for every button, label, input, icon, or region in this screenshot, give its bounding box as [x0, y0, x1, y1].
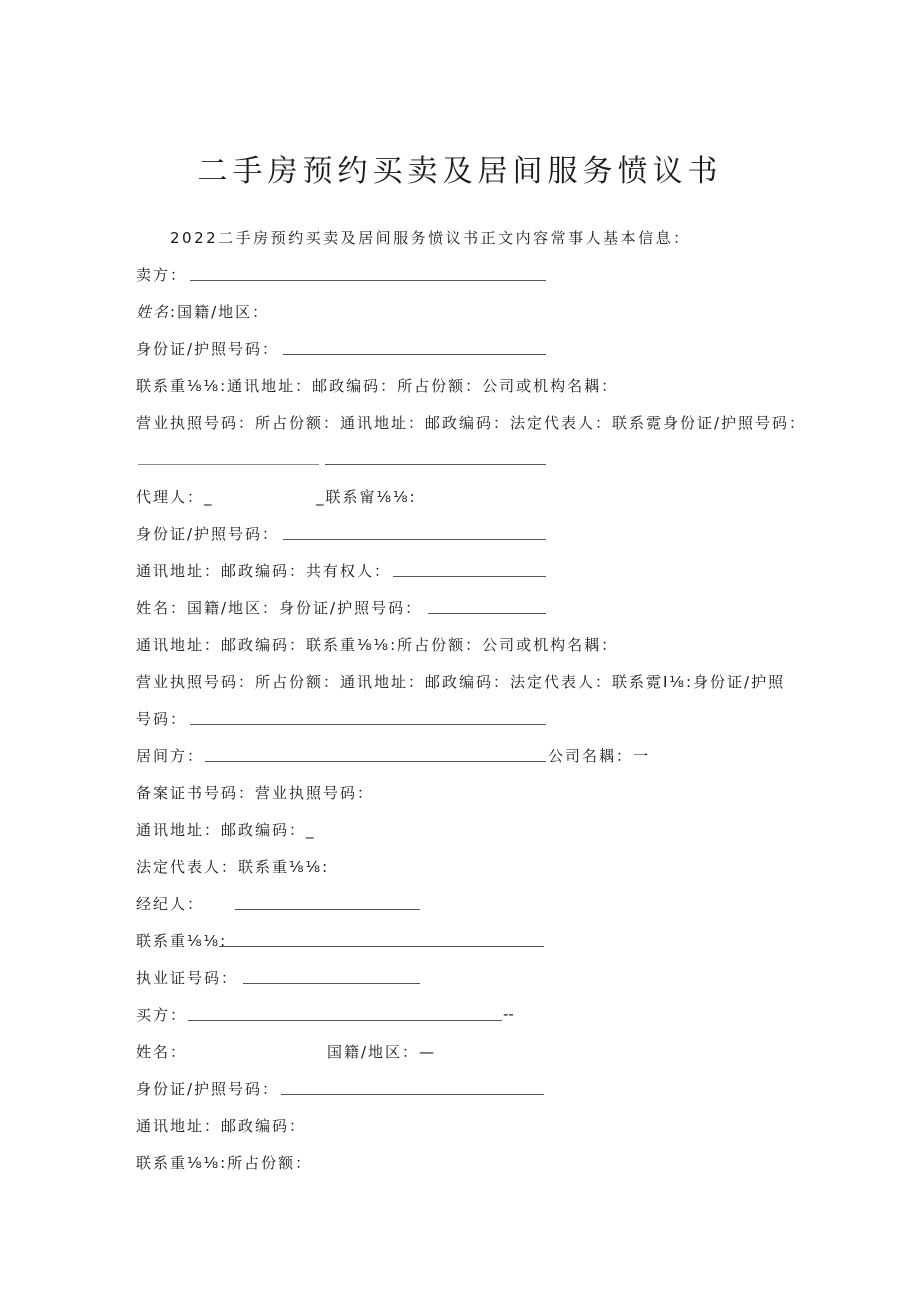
- buyer-label: 买方：: [136, 1006, 188, 1024]
- co-owner-id-number-label: 号码：: [136, 710, 188, 728]
- seller-id-label: 身份证/护照号码：: [136, 340, 280, 358]
- agent-label: 代理人：_: [136, 488, 214, 506]
- intermediary-address-line: 通讯地址：邮政编码：_: [136, 821, 316, 839]
- seller-company-blank-2: [325, 464, 546, 465]
- filing-cert-line: 备案证书号码：营业执照号码：: [136, 784, 375, 802]
- seller-name-nationality-label: [136, 302, 269, 322]
- seller-company-blank-1: [138, 464, 319, 465]
- document-title: 二手房预约买卖及居间服务愤议书: [197, 154, 723, 189]
- seller-contact-line: 联系重⅛⅛:通讯地址：邮政编码：所占份额：公司或机构名耦：: [136, 377, 619, 395]
- co-owner-line: 通讯地址：邮政编码：共有权人：: [136, 562, 392, 580]
- intermediary-company-label: 公司名耦：一: [548, 747, 651, 765]
- name-label-italic: 姓名: [136, 303, 171, 321]
- seller-label: 卖方：: [136, 266, 188, 284]
- intro-text: 2022二手房预约买卖及居间服务愤议书正文内容常事人基本信息：: [170, 229, 691, 247]
- seller-id-blank: [283, 354, 546, 355]
- intermediary-blank: [205, 761, 546, 762]
- broker-contact-label: 联系重⅛⅛:: [136, 932, 228, 950]
- buyer-contact-line: 联系重⅛⅛:所占份额：: [136, 1154, 313, 1172]
- intermediary-label: 居间方：: [136, 747, 205, 765]
- agent-id-blank: [283, 539, 546, 540]
- broker-contact-blank: [219, 946, 544, 947]
- buyer-address-line: 通讯地址：邮政编码：: [136, 1117, 307, 1135]
- co-owner-company-line: 营业执照号码：所占份额：通讯地址：邮政编码：法定代表人：联系霓I⅛:身份证/护照: [136, 673, 786, 691]
- seller-company-line: 营业执照号码：所占份额：通讯地址：邮政编码：法定代表人：联系霓身份证/护照号码：: [136, 414, 807, 432]
- license-blank: [243, 983, 420, 984]
- agent-contact-label: _联系甯⅛⅛:: [316, 488, 417, 506]
- buyer-id-label: 身份证/护照号码：: [136, 1080, 280, 1098]
- license-label: 执业证号码：: [136, 969, 239, 987]
- co-owner-name-line: 姓名：国籍/地区：身份证/护照号码：: [136, 599, 423, 617]
- seller-blank: [190, 280, 546, 281]
- buyer-name-label: 姓名：: [136, 1043, 188, 1061]
- co-owner-id-blank: [428, 613, 546, 614]
- buyer-blank: [188, 1020, 502, 1021]
- broker-blank: [235, 909, 420, 910]
- buyer-dash: --: [503, 1005, 514, 1023]
- co-owner-contact-line: 通讯地址：邮政编码：联系重⅛⅛:所占份额：公司或机构名耦：: [136, 636, 619, 654]
- buyer-id-blank: [281, 1094, 544, 1095]
- co-owner-id-number-blank: [190, 724, 546, 725]
- co-owner-blank: [393, 576, 546, 577]
- nationality-label: :国籍/地区：: [170, 303, 270, 321]
- buyer-nationality-label: 国籍/地区：—: [327, 1043, 437, 1061]
- broker-label: 经纪人：: [136, 895, 205, 913]
- agent-id-label: 身份证/护照号码：: [136, 525, 280, 543]
- legal-rep-line: 法定代表人：联系重⅛⅛:: [136, 858, 330, 876]
